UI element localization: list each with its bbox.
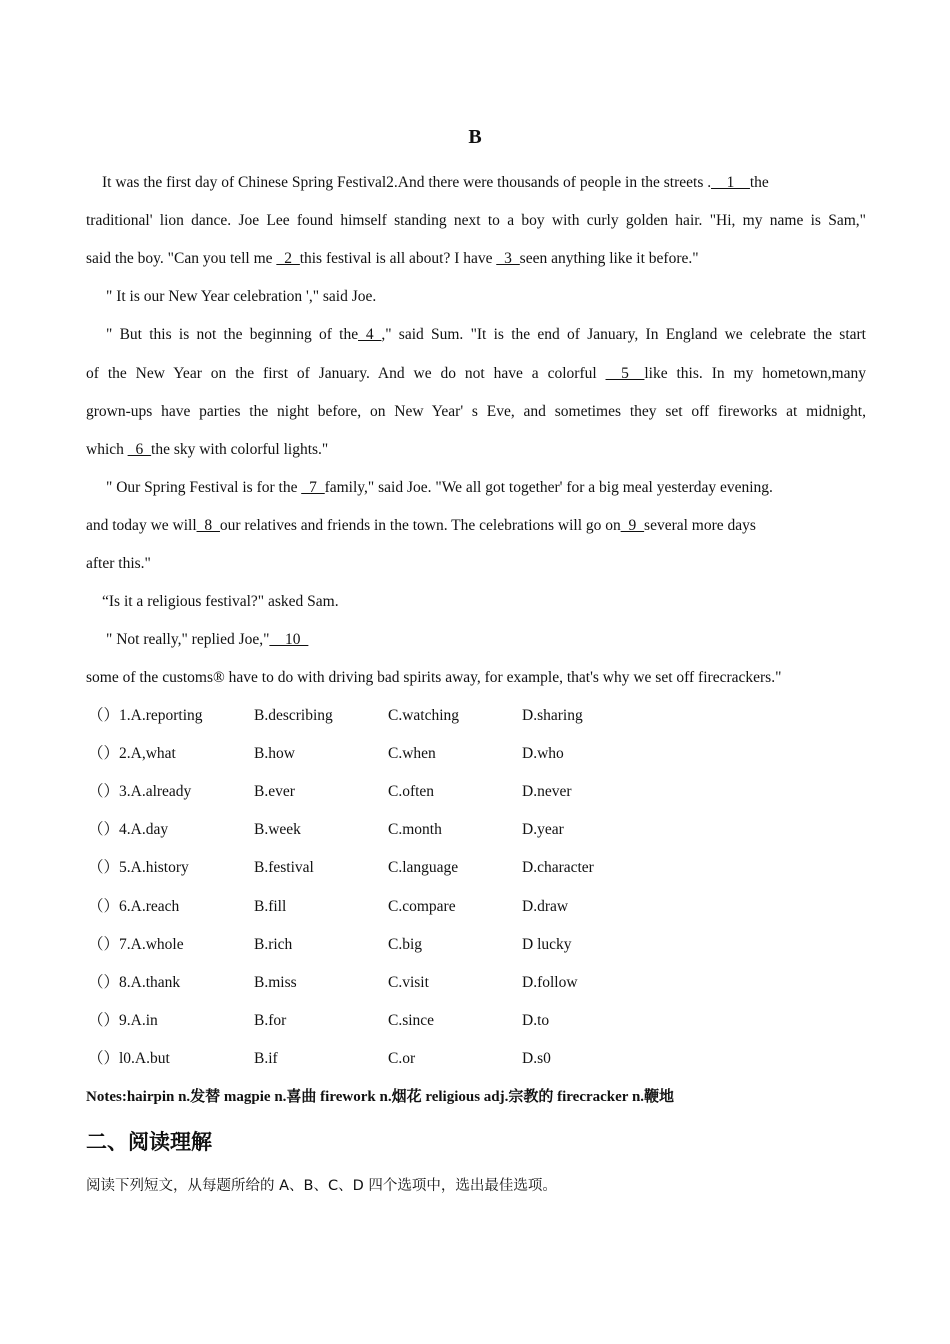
- passage-line: [86, 545, 866, 583]
- passage-line: [86, 583, 866, 621]
- section-instruction: 阅读下列短文，从每题所给的 A、B、C、D 四个选项中，选出最佳选项。: [86, 1178, 557, 1194]
- passage-text: several more days: [644, 516, 756, 534]
- passage-text: which: [86, 440, 128, 458]
- answer-option: D.character: [522, 859, 594, 877]
- question-row: [88, 888, 868, 926]
- blank-number: _3_: [496, 250, 520, 268]
- answer-option: D.never: [522, 783, 572, 801]
- answer-option: B.ever: [254, 783, 295, 801]
- passage-line: [86, 278, 866, 316]
- passage-text: traditional' lion dance. Joe Lee found himself standing next to a boy with curly golden hair. "Hi, my name is Sam,": [86, 212, 866, 230]
- passage-text: seen anything like it before.": [519, 250, 699, 268]
- passage-line: [86, 431, 866, 469]
- passage-text: of the New Year on the first of January. And we do not have a colorful: [86, 364, 606, 382]
- answer-option: B.if: [254, 1049, 278, 1067]
- answer-option: B.week: [254, 821, 301, 839]
- question-option-a: （）5.A.history: [88, 859, 189, 877]
- answer-option: B.festival: [254, 859, 314, 877]
- passage-text: " Not really," replied Joe,": [106, 631, 270, 649]
- answer-option: C.often: [388, 783, 435, 801]
- answer-option: C.language: [388, 859, 459, 877]
- question-option-a: （）1.A.reporting: [88, 707, 203, 724]
- question-row: [88, 811, 868, 849]
- answer-option: B.miss: [254, 973, 297, 991]
- question-row: [88, 1040, 868, 1078]
- vocabulary-notes: Notes:hairpin n.发替 magpie n.喜曲 firework n.烟花 religious adj.宗教的 firecracker n.鞭地: [86, 1089, 675, 1105]
- answer-option: C.watching: [388, 707, 460, 724]
- passage-title: B: [468, 126, 482, 148]
- question-row: [88, 735, 868, 773]
- question-option-a: （）l0.A.but: [88, 1049, 170, 1067]
- passage-line: [86, 202, 866, 240]
- blank-number: __10_: [269, 631, 309, 649]
- question-option-a: （）7.A.whole: [88, 935, 184, 953]
- answer-option: D.sharing: [522, 707, 583, 724]
- answer-option: B.describing: [254, 707, 333, 724]
- question-option-a: （）2.A,what: [88, 745, 176, 763]
- question-option-a: （）9.A.in: [88, 1011, 158, 1029]
- question-option-a: （）8.A.thank: [88, 973, 181, 991]
- passage-line: [86, 164, 866, 202]
- passage-text: like this. In my hometown,many: [644, 364, 866, 382]
- question-option-a: （）3.A.already: [88, 783, 192, 801]
- question-row: [88, 964, 868, 1002]
- passage-line: [86, 469, 866, 507]
- blank-number: _2_: [276, 250, 300, 268]
- answer-option: C.month: [388, 821, 442, 839]
- answer-option: D lucky: [522, 935, 572, 953]
- passage-text: " Our Spring Festival is for the: [106, 478, 302, 496]
- passage-line: [86, 240, 866, 278]
- answer-option: D.s0: [522, 1049, 551, 1067]
- answer-option: D.who: [522, 745, 564, 763]
- answer-option: B.for: [254, 1011, 287, 1029]
- question-option-a: （）4.A.day: [88, 821, 169, 839]
- question-row: [88, 1002, 868, 1040]
- section-heading: 二、阅读理解: [86, 1130, 212, 1154]
- answer-option: D.follow: [522, 973, 578, 991]
- passage-text: said the boy. "Can you tell me: [86, 250, 277, 268]
- passage-text: “Is it a religious festival?" asked Sam.: [102, 593, 339, 611]
- passage-text: our relatives and friends in the town. The celebrations will go on: [219, 516, 621, 534]
- passage-line: [86, 393, 866, 431]
- blank-number: _9_: [620, 516, 645, 534]
- answer-option: B.fill: [254, 897, 287, 915]
- question-row: [88, 849, 868, 887]
- blank-number: _4_: [358, 326, 382, 344]
- blank-number: _7_: [301, 478, 325, 496]
- answer-option: C.or: [388, 1049, 416, 1067]
- passage-text: " It is our New Year celebration '," said Joe.: [106, 288, 377, 306]
- answer-option: B.rich: [254, 935, 293, 953]
- answer-option: C.visit: [388, 973, 429, 991]
- answer-option: D.year: [522, 821, 564, 839]
- passage-text: the sky with colorful lights.": [151, 440, 329, 458]
- blank-number: __1__: [711, 174, 750, 191]
- passage-line: [86, 621, 866, 659]
- passage-text: this festival is all about? I have: [299, 250, 497, 268]
- blank-number: _8_: [196, 516, 220, 534]
- passage-text: " But this is not the beginning of the: [106, 326, 359, 344]
- passage-text: the: [749, 174, 769, 191]
- passage-text: grown-ups have parties the night before, on New Year' s Eve, and sometimes they set off fireworks at midnight,: [86, 402, 866, 420]
- answer-option: B.how: [254, 745, 295, 763]
- passage-text: after this.": [86, 555, 151, 572]
- passage-line: [86, 355, 866, 393]
- question-row: [88, 773, 868, 811]
- question-row: [88, 926, 868, 964]
- answer-option: C.compare: [388, 897, 456, 915]
- question-option-a: （）6.A.reach: [88, 897, 180, 915]
- passage-text: some of the customs® have to do with driving bad spirits away, for example, that's why we set off firecrackers.": [86, 669, 782, 687]
- answer-option: C.big: [388, 935, 423, 953]
- answer-option: D.draw: [522, 897, 569, 915]
- blank-number: __5__: [605, 364, 645, 382]
- passage-line: [86, 659, 866, 697]
- blank-number: _6_: [127, 440, 152, 458]
- answer-option: D.to: [522, 1011, 550, 1029]
- passage-text: and today we will: [86, 516, 197, 534]
- passage-text: It was the first day of Chinese Spring Festival2.And there were thousands of people in the streets .: [102, 174, 712, 191]
- answer-option: C.when: [388, 745, 436, 763]
- passage-text: family," said Joe. "We all got together' for a big meal yesterday evening.: [324, 478, 773, 496]
- question-row: [88, 697, 868, 735]
- answer-option: C.since: [388, 1011, 435, 1029]
- passage-line: [86, 507, 866, 545]
- passage-line: [86, 316, 866, 354]
- passage-text: ," said Sum. "It is the end of January, In England we celebrate the start: [381, 326, 866, 344]
